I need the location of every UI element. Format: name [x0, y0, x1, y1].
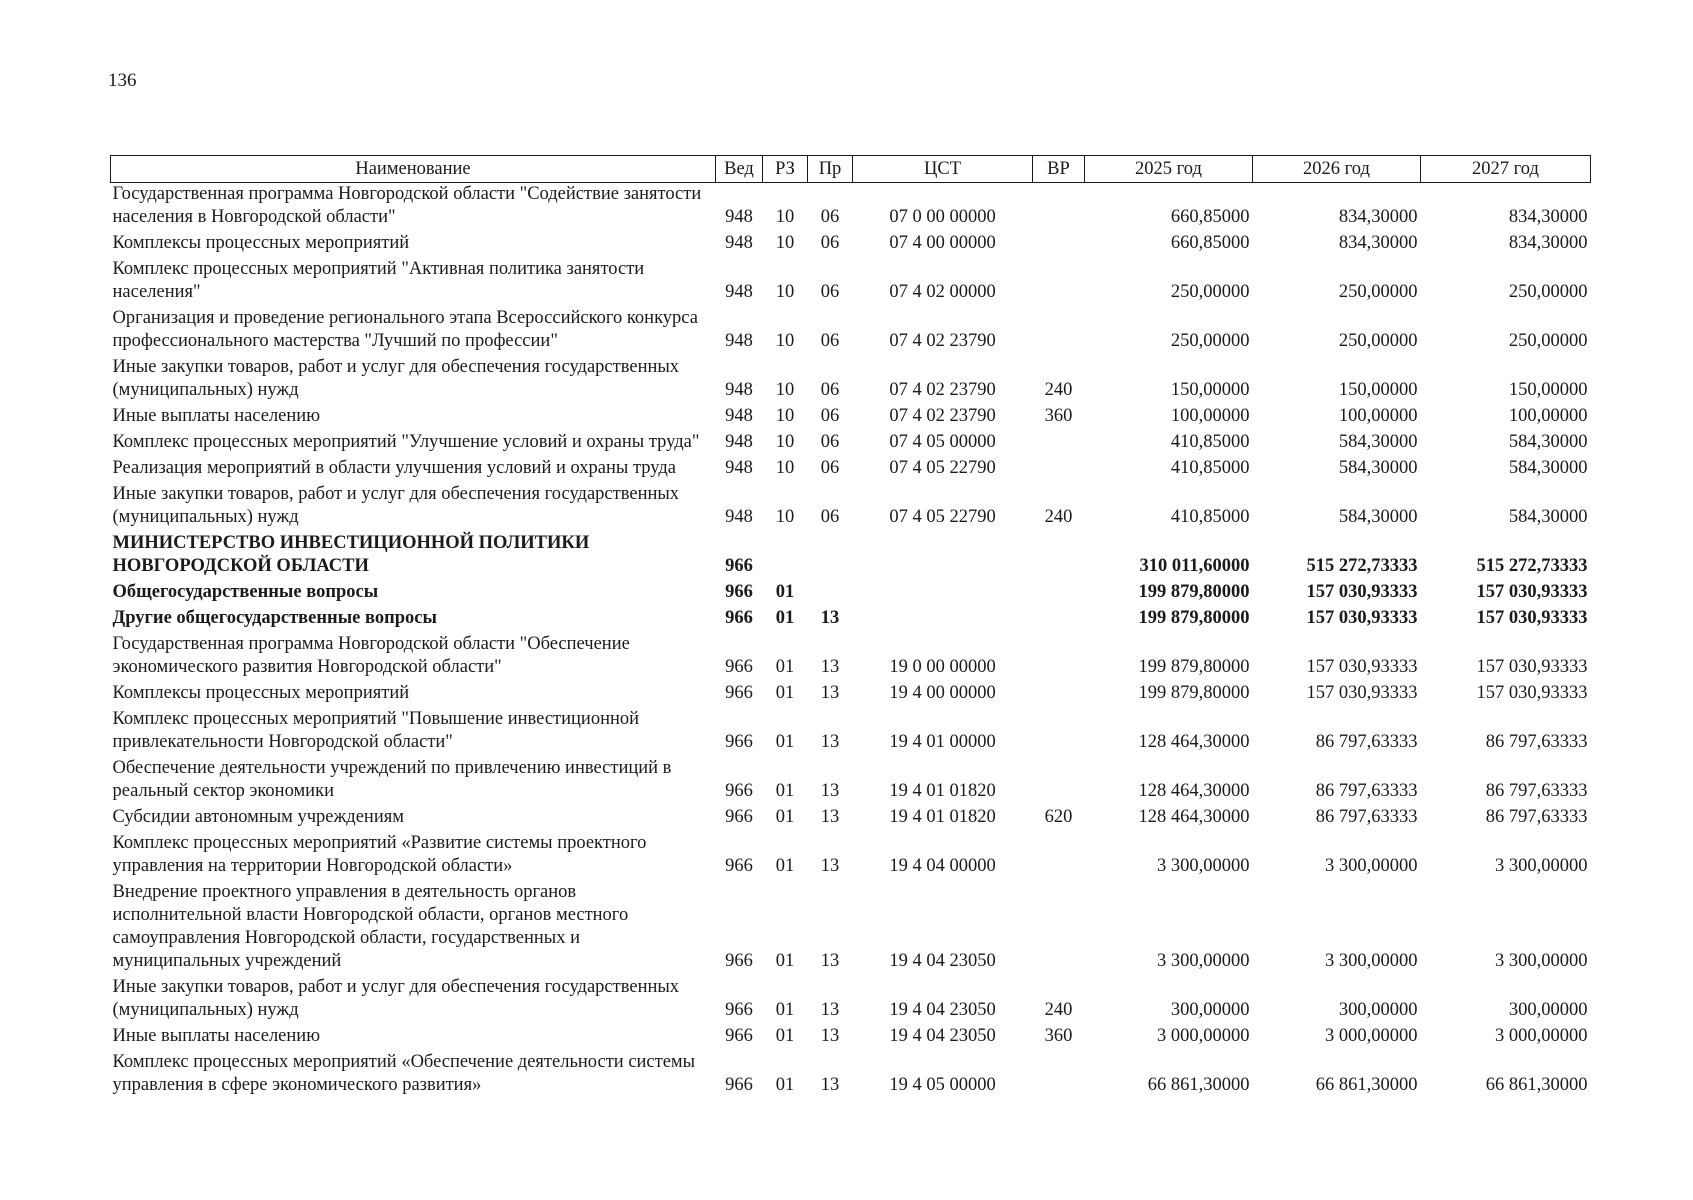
cell-ved: 948 [725, 282, 753, 302]
table-row [111, 483, 1591, 532]
cell-ved: 948 [725, 507, 753, 527]
cell-cst: 19 4 01 01820 [889, 781, 996, 801]
cell-2025: 310 011,60000 [1139, 556, 1250, 576]
cell-ved: 966 [725, 1026, 753, 1046]
cell-pr: 13 [820, 1026, 840, 1046]
cell-2026: 86 797,63333 [1315, 807, 1418, 827]
header-2025: 2025 год [1085, 156, 1253, 183]
cell-name: Организация и проведение регионального этапа Всероссийского конкурса профессионального мастерства "Лучший по профессии" [112, 308, 698, 351]
cell-name: Иные закупки товаров, работ и услуг для обеспечения государственных (муниципальных) нужд [112, 977, 680, 1020]
cell-name: Комплексы процессных мероприятий [112, 233, 410, 253]
cell-2025: 250,00000 [1170, 331, 1250, 351]
cell-pr: 06 [820, 331, 840, 351]
cell-ved: 966 [725, 856, 753, 876]
cell-2026: 86 797,63333 [1315, 781, 1418, 801]
page-number: 136 [108, 70, 137, 91]
cell-2026: 66 861,30000 [1315, 1075, 1418, 1095]
table-row [111, 633, 1591, 682]
cell-2026: 584,30000 [1338, 432, 1418, 452]
cell-rz: 01 [775, 1000, 795, 1020]
cell-rz: 01 [775, 683, 795, 703]
cell-2027: 584,30000 [1508, 432, 1588, 452]
cell-pr: 13 [820, 856, 840, 876]
cell-cst: 07 4 02 23790 [889, 331, 996, 351]
cell-cst [853, 607, 1033, 633]
cell-vr [1033, 232, 1085, 258]
cell-cst: 07 4 05 22790 [889, 458, 996, 478]
cell-vr [1033, 431, 1085, 457]
cell-pr: 06 [820, 406, 840, 426]
cell-2027: 100,00000 [1508, 406, 1588, 426]
cell-2026: 515 272,73333 [1306, 556, 1418, 576]
cell-vr [1033, 258, 1085, 307]
cell-2025: 410,85000 [1170, 458, 1250, 478]
cell-pr: 06 [820, 458, 840, 478]
cell-vr [1033, 708, 1085, 757]
cell-name: Комплекс процессных мероприятий "Повышение инвестиционной привлекательности Новгородской области" [112, 709, 640, 752]
cell-pr: 13 [820, 951, 840, 971]
cell-2026: 157 030,93333 [1306, 683, 1418, 703]
cell-2026: 834,30000 [1338, 233, 1418, 253]
cell-rz: 10 [775, 458, 795, 478]
cell-pr: 13 [820, 1075, 840, 1095]
cell-name: Комплекс процессных мероприятий "Улучшение условий и охраны труда" [112, 432, 700, 452]
cell-ved: 966 [725, 582, 753, 602]
table-row [111, 183, 1591, 233]
cell-2025: 3 000,00000 [1157, 1026, 1250, 1046]
cell-cst: 19 4 01 01820 [889, 807, 996, 827]
cell-cst: 19 0 00 00000 [889, 657, 996, 677]
table-row [111, 682, 1591, 708]
cell-2025: 3 300,00000 [1157, 951, 1250, 971]
cell-vr [1033, 581, 1085, 607]
cell-2025: 199 879,80000 [1138, 657, 1250, 677]
budget-table [110, 155, 1591, 1100]
cell-cst: 19 4 04 23050 [889, 951, 996, 971]
table-body [111, 183, 1591, 1101]
cell-pr: 13 [820, 781, 840, 801]
cell-2026: 250,00000 [1338, 282, 1418, 302]
table-row [111, 607, 1591, 633]
cell-ved: 966 [725, 1000, 753, 1020]
table-header [111, 156, 1591, 183]
cell-2026: 834,30000 [1338, 207, 1418, 227]
table-row [111, 832, 1591, 881]
cell-ved: 966 [725, 683, 753, 703]
table-row [111, 405, 1591, 431]
cell-cst: 19 4 05 00000 [889, 1075, 996, 1095]
cell-name: Комплекс процессных мероприятий «Обеспечение деятельности системы управления в сфере экономического развития» [112, 1052, 696, 1095]
cell-rz: 10 [775, 331, 795, 351]
table-row [111, 532, 1591, 581]
cell-2025: 300,00000 [1170, 1000, 1250, 1020]
cell-vr [1033, 633, 1085, 682]
cell-name: МИНИСТЕРСТВО ИНВЕСТИЦИОННОЙ ПОЛИТИКИ НОВГОРОДСКОЙ ОБЛАСТИ [112, 533, 590, 576]
cell-pr: 06 [820, 432, 840, 452]
cell-2027: 157 030,93333 [1476, 683, 1588, 703]
cell-cst: 07 4 02 23790 [889, 406, 996, 426]
cell-2027: 66 861,30000 [1485, 1075, 1588, 1095]
table-row [111, 356, 1591, 405]
cell-cst: 19 4 01 00000 [889, 732, 996, 752]
cell-cst: 07 4 02 23790 [889, 380, 996, 400]
cell-2027: 834,30000 [1508, 207, 1588, 227]
cell-vr [1033, 183, 1085, 233]
cell-2026: 584,30000 [1338, 507, 1418, 527]
cell-name: Обеспечение деятельности учреждений по привлечению инвестиций в реальный сектор экономики [112, 758, 672, 801]
cell-2026: 3 300,00000 [1325, 856, 1418, 876]
cell-cst: 07 0 00 00000 [889, 207, 996, 227]
cell-pr: 13 [820, 683, 840, 703]
cell-2026: 300,00000 [1338, 1000, 1418, 1020]
cell-vr: 240 [1044, 1000, 1073, 1020]
header-2027: 2027 год [1421, 156, 1591, 183]
cell-2025: 410,85000 [1170, 507, 1250, 527]
cell-pr: 13 [820, 608, 840, 628]
cell-2027: 300,00000 [1508, 1000, 1588, 1020]
cell-name: Реализация мероприятий в области улучшения условий и охраны труда [112, 458, 676, 478]
header-rz: РЗ [763, 156, 808, 183]
cell-2027: 157 030,93333 [1476, 657, 1588, 677]
table-row [111, 581, 1591, 607]
cell-rz: 01 [775, 657, 795, 677]
table-row [111, 881, 1591, 976]
header-ved: Вед [716, 156, 763, 183]
cell-2027: 250,00000 [1508, 282, 1588, 302]
header-name: Наименование [111, 156, 716, 183]
cell-2027: 3 300,00000 [1495, 951, 1588, 971]
cell-rz: 01 [775, 1026, 795, 1046]
cell-name: Общегосударственные вопросы [112, 582, 379, 602]
cell-rz: 10 [775, 233, 795, 253]
cell-ved: 966 [725, 732, 753, 752]
cell-name: Субсидии автономным учреждениям [112, 807, 404, 827]
table-row [111, 757, 1591, 806]
cell-vr: 360 [1044, 1026, 1073, 1046]
cell-pr: 13 [820, 732, 840, 752]
cell-rz [763, 532, 808, 581]
cell-2027: 157 030,93333 [1476, 582, 1588, 602]
cell-cst: 19 4 04 23050 [889, 1000, 996, 1020]
cell-cst [853, 581, 1033, 607]
cell-name: Комплекс процессных мероприятий «Развитие системы проектного управления на территории Новгородской области» [112, 833, 647, 876]
cell-vr [1033, 881, 1085, 976]
cell-rz: 01 [775, 582, 795, 602]
cell-2025: 660,85000 [1170, 207, 1250, 227]
cell-pr [808, 581, 853, 607]
cell-2025: 410,85000 [1170, 432, 1250, 452]
cell-rz: 01 [775, 608, 795, 628]
cell-ved: 948 [725, 458, 753, 478]
cell-cst: 19 4 00 00000 [889, 683, 996, 703]
cell-rz: 10 [775, 406, 795, 426]
cell-ved: 966 [725, 657, 753, 677]
cell-ved: 948 [725, 233, 753, 253]
cell-name: Внедрение проектного управления в деятельность органов исполнительной власти Новгородской области, органов местного самоуправления Новгородской области, государственных и муниципальных учреждений [112, 882, 629, 971]
cell-rz: 10 [775, 380, 795, 400]
cell-ved: 948 [725, 380, 753, 400]
cell-name: Иные закупки товаров, работ и услуг для обеспечения государственных (муниципальных) нужд [112, 484, 680, 527]
cell-pr: 06 [820, 207, 840, 227]
cell-ved: 966 [725, 951, 753, 971]
table-row [111, 976, 1591, 1025]
cell-vr [1033, 832, 1085, 881]
cell-rz: 10 [775, 507, 795, 527]
cell-rz: 01 [775, 1075, 795, 1095]
cell-pr: 13 [820, 807, 840, 827]
cell-rz: 01 [775, 781, 795, 801]
cell-name: Государственная программа Новгородской области "Содействие занятости населения в Новгородской области" [112, 184, 702, 227]
cell-2027: 584,30000 [1508, 507, 1588, 527]
cell-vr [1033, 457, 1085, 483]
cell-2027: 250,00000 [1508, 331, 1588, 351]
cell-2025: 250,00000 [1170, 282, 1250, 302]
cell-cst: 19 4 04 00000 [889, 856, 996, 876]
cell-name: Комплекс процессных мероприятий "Активная политика занятости населения" [112, 259, 645, 302]
cell-name: Иные выплаты населению [112, 1026, 321, 1046]
cell-2027: 3 300,00000 [1495, 856, 1588, 876]
cell-rz: 01 [775, 732, 795, 752]
cell-vr: 620 [1044, 807, 1073, 827]
cell-ved: 966 [725, 807, 753, 827]
cell-2026: 86 797,63333 [1315, 732, 1418, 752]
cell-2027: 157 030,93333 [1476, 608, 1588, 628]
cell-2027: 834,30000 [1508, 233, 1588, 253]
cell-2026: 100,00000 [1338, 406, 1418, 426]
cell-vr [1033, 307, 1085, 356]
cell-rz: 01 [775, 856, 795, 876]
cell-rz: 10 [775, 207, 795, 227]
cell-2025: 660,85000 [1170, 233, 1250, 253]
cell-2025: 150,00000 [1170, 380, 1250, 400]
cell-vr [1033, 607, 1085, 633]
cell-pr: 13 [820, 657, 840, 677]
cell-2025: 199 879,80000 [1138, 608, 1250, 628]
cell-pr: 13 [820, 1000, 840, 1020]
table-row [111, 307, 1591, 356]
cell-vr: 360 [1044, 406, 1073, 426]
cell-rz: 10 [775, 432, 795, 452]
cell-2026: 157 030,93333 [1306, 608, 1418, 628]
cell-cst: 07 4 05 22790 [889, 507, 996, 527]
table-row [111, 258, 1591, 307]
cell-cst: 07 4 02 00000 [889, 282, 996, 302]
cell-name: Иные выплаты населению [112, 406, 321, 426]
cell-vr [1033, 682, 1085, 708]
cell-ved: 966 [725, 1075, 753, 1095]
cell-pr: 06 [820, 507, 840, 527]
cell-ved: 948 [725, 406, 753, 426]
cell-vr: 240 [1044, 380, 1073, 400]
cell-2026: 157 030,93333 [1306, 657, 1418, 677]
cell-ved: 948 [725, 432, 753, 452]
cell-vr [1033, 532, 1085, 581]
cell-2026: 3 300,00000 [1325, 951, 1418, 971]
cell-ved: 948 [725, 207, 753, 227]
cell-2025: 128 464,30000 [1138, 807, 1250, 827]
cell-2026: 157 030,93333 [1306, 582, 1418, 602]
cell-cst [853, 532, 1033, 581]
cell-2027: 150,00000 [1508, 380, 1588, 400]
table-row [111, 708, 1591, 757]
cell-rz: 10 [775, 282, 795, 302]
cell-2025: 199 879,80000 [1138, 582, 1250, 602]
cell-2026: 150,00000 [1338, 380, 1418, 400]
cell-name: Другие общегосударственные вопросы [112, 608, 437, 628]
cell-pr: 06 [820, 380, 840, 400]
cell-cst: 19 4 04 23050 [889, 1026, 996, 1046]
cell-2027: 515 272,73333 [1476, 556, 1588, 576]
cell-2026: 584,30000 [1338, 458, 1418, 478]
cell-ved: 966 [725, 608, 753, 628]
cell-pr: 06 [820, 282, 840, 302]
cell-2027: 3 000,00000 [1495, 1026, 1588, 1046]
cell-cst: 07 4 00 00000 [889, 233, 996, 253]
cell-2027: 86 797,63333 [1485, 807, 1588, 827]
cell-2025: 128 464,30000 [1138, 732, 1250, 752]
table-row [111, 1025, 1591, 1051]
cell-2027: 86 797,63333 [1485, 732, 1588, 752]
header-2026: 2026 год [1253, 156, 1421, 183]
header-pr: Пр [808, 156, 853, 183]
table-row [111, 457, 1591, 483]
cell-2025: 66 861,30000 [1147, 1075, 1250, 1095]
cell-2025: 100,00000 [1170, 406, 1250, 426]
cell-ved: 966 [725, 556, 753, 576]
table-row [111, 431, 1591, 457]
cell-2027: 86 797,63333 [1485, 781, 1588, 801]
cell-2027: 584,30000 [1508, 458, 1588, 478]
cell-pr [808, 532, 853, 581]
cell-ved: 966 [725, 781, 753, 801]
cell-ved: 948 [725, 331, 753, 351]
header-cst: ЦСТ [853, 156, 1033, 183]
cell-cst: 07 4 05 00000 [889, 432, 996, 452]
cell-2026: 250,00000 [1338, 331, 1418, 351]
cell-vr: 240 [1044, 507, 1073, 527]
cell-name: Иные закупки товаров, работ и услуг для обеспечения государственных (муниципальных) нужд [112, 357, 680, 400]
cell-vr [1033, 757, 1085, 806]
cell-name: Комплексы процессных мероприятий [112, 683, 410, 703]
cell-vr [1033, 1051, 1085, 1100]
cell-name: Государственная программа Новгородской области "Обеспечение экономического развития Новгородской области" [112, 634, 630, 677]
cell-rz: 01 [775, 807, 795, 827]
cell-2025: 3 300,00000 [1157, 856, 1250, 876]
table-row [111, 232, 1591, 258]
cell-2025: 199 879,80000 [1138, 683, 1250, 703]
cell-pr: 06 [820, 233, 840, 253]
header-vr: ВР [1033, 156, 1085, 183]
cell-2026: 3 000,00000 [1325, 1026, 1418, 1046]
cell-2025: 128 464,30000 [1138, 781, 1250, 801]
table-row [111, 806, 1591, 832]
cell-rz: 01 [775, 951, 795, 971]
table-row [111, 1051, 1591, 1100]
